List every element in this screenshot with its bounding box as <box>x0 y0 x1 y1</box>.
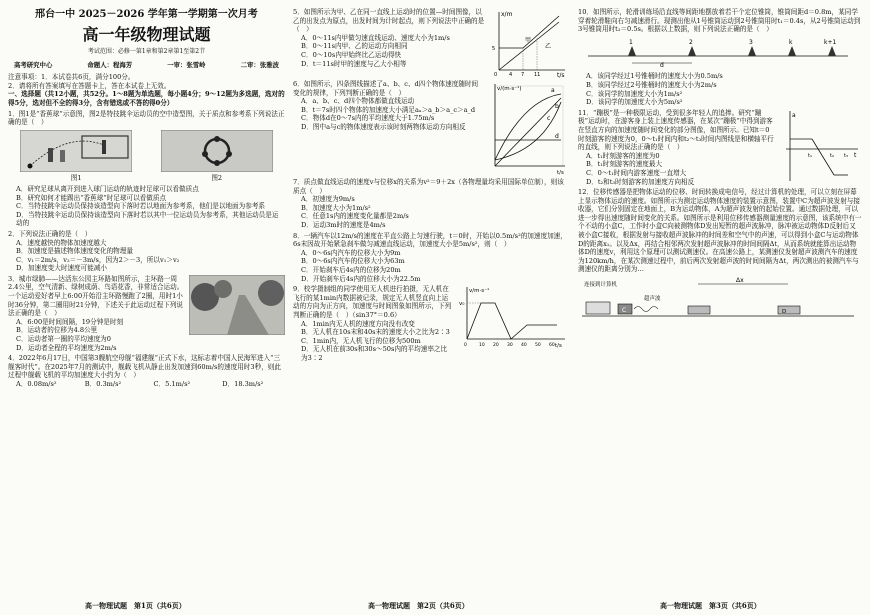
q9-x-label: t/s <box>555 343 562 350</box>
q5-block <box>293 8 569 78</box>
author-2: 一审：张雪岭 <box>167 60 206 69</box>
q6-velocity-time-graph <box>483 80 569 176</box>
q11-option-c: C．0～t₁时间内游客速度一直增大 <box>586 168 687 177</box>
q7-option-b: B．加速度大小为1m/s² <box>301 203 371 212</box>
cone-2-label: 2 <box>689 38 693 46</box>
q11-tick-t2: t₂ <box>830 152 834 159</box>
q12-wave-label: 超声波 <box>644 296 661 303</box>
q6-line-c: c <box>547 115 551 122</box>
q7-option-d: D．运动3m时的速度是4m/s <box>301 220 386 229</box>
q2-stem: 2．下列说法正确的是（ ） <box>8 229 92 238</box>
q5-y-label: x/m <box>501 11 513 18</box>
cone-k-label: k <box>789 38 793 46</box>
q9-tick-30: 30 <box>507 343 513 349</box>
authors-row <box>14 61 279 70</box>
q6-line-b: b <box>555 103 559 110</box>
q3-option-b: B．运动者的位移为4.8公里 <box>16 326 98 335</box>
q8-stem: 8．一辆汽车以12m/s的速度在平直公路上匀速行驶，t＝0时，开始以0.5m/s²的加速度加速，6s末因故开始紧急刹车做匀减速直线运动，加速度大小是5m/s²，则（ ） <box>293 231 567 249</box>
soccer-photo <box>20 130 132 172</box>
q10-option-b: B．该同学经过2号锥桶时的速度大小为2m/s <box>586 80 717 89</box>
q5-stem: 5．如图所示为甲、乙在同一直线上运动时的位置—时间图像，以乙的出发点为原点，出发时间为计时起点，则下列说法中正确的是（ ） <box>293 8 485 34</box>
q5-tick-4: 4 <box>509 72 513 78</box>
q12-computer-label: 连接到计算机 <box>584 282 618 289</box>
q11-stem: 11．“蹦极”是一种极限运动，受到很多年轻人的追捧。研究“蹦极”运动时，在游客身上装上速度传感器，在某次“蹦极”中得到游客在竖直方向的加速度随时间变化的部分图像，如图所示。已知t＝0时刻游客的速度为0，0～t₁时间内和t₂～t₃时间内图线是和横轴平行的直线，则下列说法正确的是（ ） <box>578 108 774 152</box>
cone-k1-label: k+1 <box>824 38 837 46</box>
q5-tick-11: 11 <box>534 72 541 78</box>
author-3: 二审：张雅波 <box>240 60 279 69</box>
q11-option-a: A．t₁时刻游客的速度为0 <box>586 151 660 160</box>
q2-option-b: B．加速度是描述物体速度变化的物理量 <box>16 247 133 256</box>
q10-option-d: D．该同学的加速度大小为5m/s² <box>586 98 683 107</box>
q4-option-c: C．5.1m/s² <box>153 380 191 388</box>
q5-tick-5: 5 <box>492 46 496 52</box>
q10-option-c: C．该同学的加速度大小为1m/s² <box>586 89 683 98</box>
q9-y-label: v/m·s⁻¹ <box>469 288 490 295</box>
q6-x-label: t/s <box>557 170 564 176</box>
park-road-photo <box>189 275 285 335</box>
q9-tick-20: 20 <box>493 343 499 349</box>
q5-line-b: 乙 <box>545 43 552 50</box>
q3-option-c: C．运动者第一圈的平均速度为0 <box>16 335 111 344</box>
page-footer-3: 高一物理试题 第3页（共6页） <box>660 601 761 610</box>
q1-option-a: A．研究足球从离开到进入球门运动的轨迹时足球可以看做质点 <box>16 184 199 193</box>
q11-block <box>578 109 862 186</box>
q11-option-b: B．t₁时刻游客的速度最大 <box>586 160 663 169</box>
q3-stem: 3．城市绿肺——达活东公园主环路如图所示，主环路一周2.4公里，空气清新、绿树成荫、鸟语花香，非常适合运动。一个运动爱好者早上6:00开始沿主环路慢跑了2圈，用时1小时36分钟，第二圈用时21分钟，下述关于此运动过程下列说法正确的是（ ） <box>8 274 184 318</box>
q11-x-label: t <box>854 151 857 159</box>
column-1 <box>8 8 285 389</box>
q8-option-c: C．开始刹车后4s内的位移为20m <box>301 265 401 274</box>
q9-tick-60: 60 <box>549 343 555 349</box>
q9-block <box>293 285 569 362</box>
q7-option-c: C．任意1s内的速度变化量都是2m/s <box>301 212 409 221</box>
q5-position-time-graph <box>489 8 569 78</box>
q10-cone-diagram <box>578 36 858 68</box>
exam-subtitle: 高一年级物理试题 <box>82 25 211 44</box>
q5-tick-7: 7 <box>521 72 525 78</box>
exam-title: 邢台一中 2025－2026 学年第一学期第一次月考 <box>35 9 258 20</box>
q3-block <box>8 275 285 352</box>
q1-option-b: B．研究如何才能踢出“香蕉球”时足球可以看做质点 <box>16 193 167 202</box>
q12-dx-label: Δx <box>736 277 744 285</box>
q9-tick-40: 40 <box>521 343 527 349</box>
q2-option-c: C．v₁＝2m/s，v₂＝－3m/s，因为2＞－3，所以v₁＞v₂ <box>16 255 180 264</box>
q9-v0-label: v₀ <box>459 301 465 308</box>
q12-c-label: C <box>622 307 627 315</box>
q3-option-a: A．6:00是时间间隔，19分钟是时刻 <box>16 317 124 326</box>
q10-option-a: A．该同学经过1号锥桶时的速度大小为0.5m/s <box>586 72 723 81</box>
q1-figures <box>8 130 285 183</box>
q4-option-b: B．0.3m/s² <box>84 380 122 388</box>
skydivers-photo <box>161 130 273 172</box>
q9-velocity-time-graph <box>457 285 569 349</box>
q1-figure-2 <box>149 130 286 183</box>
q1-fig2-label: 图2 <box>211 174 223 183</box>
q6-line-d: d <box>555 133 559 140</box>
cone-1-label: 1 <box>629 38 633 46</box>
q6-option-d: D．图中a与c的物体速度表示该时刻两物体运动方向相反 <box>301 122 466 131</box>
q2-option-d: D．加速度变大时速度可能减小 <box>16 264 108 273</box>
q9-option-c: C．1min内，无人机飞行的位移为500m <box>301 336 421 345</box>
q6-block <box>293 80 569 176</box>
q4-stem: 4．2022年6月17日，中国第3艘航空母舰“福建舰”正式下水，这标志着中国人民海军进入“三舰客时代”。在2025年7月的测试中，舰载飞机从静止出发加速到60m/s的速度用时3秒，则此过程中舰载飞机的平均加速度大小约为（ ） <box>8 354 281 380</box>
q9-tick-10: 10 <box>479 343 485 349</box>
org-label: 高考研究中心 <box>14 60 53 69</box>
note-1: 注意事项：1．本试卷共6页，满分100分。 <box>8 73 135 82</box>
column-2 <box>293 8 569 362</box>
q2-option-a: A．速度越快的物体加速度越大 <box>16 238 107 247</box>
q8-option-d: D．开始刹车后4s内的位移大小为22.5m <box>301 274 421 283</box>
page-footer-1: 高一物理试题 第1页（共6页） <box>85 601 186 610</box>
note-2: 2．请将所有答案填写在答题卡上，答在本试卷上无效。 <box>8 81 171 90</box>
q1-option-d: D．当特技跳伞运动员保持该造型向下落时若以其中一位运动员为参考系，其他运动员是运动的 <box>16 210 279 228</box>
q6-option-b: B．t＝7s时四个物体的加速度大小满足aₐ＞a_b＞a_c＞a_d <box>301 105 476 114</box>
q9-option-d: D．无人机在前30s和30s～50s内的平均速率之比为3∶2 <box>301 345 448 362</box>
q1-fig1-label: 图1 <box>70 174 82 183</box>
q6-y-label: v/(m·s⁻¹) <box>497 86 522 92</box>
q7-stem: 7．质点做直线运动的速度v与位移x的关系为v²＝9＋2x（各物理量均采用国际单位制），则该质点（ ） <box>293 178 564 195</box>
q4-options <box>8 380 285 389</box>
q11-acceleration-time-graph <box>778 109 862 185</box>
q9-option-b: B．无人机在10s末和40s末的速度大小之比为2∶3 <box>301 328 450 337</box>
q6-line-a: a <box>551 87 555 94</box>
q12-d-label: D <box>782 309 787 316</box>
cone-spacing-label: d <box>660 61 664 68</box>
q3-option-d: D．运动者全程的平均速度为2m/s <box>16 343 117 352</box>
q11-y-label: a <box>792 111 796 119</box>
q6-stem: 6．如图所示，四条图线描述了a、b、c、d四个物体速度随时间变化的规律，下列判断正确的是（ ） <box>293 80 479 97</box>
q12-stem: 12．位移传感器是把物体运动的位移、时间转换成电信号，经过计算机的处理，可以立刻在屏幕上显示物体运动的速度。如图所示为测定运动物体速度的装置示意图，装置中C为超声波发射与接收器，它们分别固定在地面上，B为运动物体，A为超声波发射的起始位置。通过数据处理，可以进一步得出速度随时间变化的关系。如图所示是利用位移传感器测量速度的示意图，该系统中有一个不动的小盒C，工作时小盒C向被测物体D发出短暂的超声波脉冲，脉冲被运动物体D反射后又被小盒C接收，根据发射与接收超声波脉冲的时间差和空气中的声速，可以得到小盒C与运动物体D的距离x₁。以及Δx，再结合相邻两次发射超声波脉冲的时间间隔Δt，从而系统就能算出运动物体D的速度v，利用这个原理可以测试测速仪。在高速公路上，某测速仪发射超声波测汽车的速度为120km/h，在某次测速过程中，前后两次发射超声波的时间间隔为Δt，两次测出的被测汽车与测速仪的距离分别为… <box>578 188 862 274</box>
q9-option-a: A．1min内无人机的速度方向没有改变 <box>301 319 415 328</box>
q11-tick-t1: t₁ <box>808 152 812 159</box>
q6-option-a: A．a、b、c、d四个物体都做直线运动 <box>301 97 415 106</box>
q11-tick-t3: t₃ <box>844 152 848 159</box>
q4-option-a: A．0.08m/s² <box>16 380 57 388</box>
q10-stem: 10．如图所示，轮滑训练场沿直线等间距地摆放着若干个定位锥筒，锥筒间距d＝0.8m，某同学穿着轮滑鞋向右匀减速滑行。现测出他从1号锥筒运动到2号锥筒用时t₁＝0.4s，从2号锥筒运动到3号锥筒用时t₂＝0.5s。根据以上数据，则下列说法正确的是（ ） <box>578 8 861 34</box>
q9-stem: 9．校学摄制组的同学使用无人机进行拍摄，无人机在飞行的某1min内数据被记录，规定无人机竖直向上运动的方向为正方向，加速度与时间图象如图所示，下列判断正确的是（ ）（sin37°＝0.6） <box>293 285 452 319</box>
author-1: 命题人：程海芳 <box>87 60 133 69</box>
q5-option-c: C．0～10s内甲始终比乙运动得快 <box>301 50 402 59</box>
cone-3-label: 3 <box>749 38 753 46</box>
q9-tick-50: 50 <box>535 343 541 349</box>
q5-x-label: t/s <box>557 72 565 78</box>
q5-line-a: 甲 <box>525 37 532 44</box>
q6-option-c: C．物体d在0～7s内的平均速度大于1.75m/s <box>301 114 435 123</box>
q8-option-b: B．0～6s内汽车的位移大小为63m <box>301 257 405 266</box>
q1-stem: 1．图1是“香蕉球”示意图，图2是特技跳伞运动员的空中造型图，关于质点和参考系下列说法正确的是（ ） <box>8 109 285 127</box>
section-heading: 一、选择题（共12小题，共52分。1～8题为单选题，每小题4分；9～12题为多选题，选对的得5分，选对但不全的得3分，含有错选或不答的得0分） <box>8 90 285 107</box>
q7-option-a: A．初速度为9m/s <box>301 195 355 204</box>
page-footer-2: 高一物理试题 第2页（共6页） <box>368 601 469 610</box>
q4-option-d: D．18.3m/s² <box>222 380 264 388</box>
q1-option-c: C．当特技跳伞运动员保持该造型向下落时若以地面为参考系，他们是以地面为参考系 <box>16 202 266 211</box>
q1-figure-1 <box>8 130 145 183</box>
q5-option-a: A．0～11s内甲做匀速直线运动、速度大小为1m/s <box>301 33 450 42</box>
q11-option-d: D．t₂和t₃时刻游客的加速度方向相反 <box>586 177 695 186</box>
q8-option-a: A．0～6s内汽车的位移大小为9m <box>301 248 401 257</box>
q12-sensor-diagram <box>578 276 858 322</box>
q5-tick-0: 0 <box>494 72 498 78</box>
exam-scope: 考试范围：必修一第1章和第2章第1至第2节 <box>87 48 206 55</box>
column-3 <box>578 8 862 325</box>
q5-option-d: D．t＝11s时甲的速度与乙大小相等 <box>301 59 407 68</box>
q9-tick-0: 0 <box>464 343 467 349</box>
q5-option-b: B．0～11s内甲、乙的运动方向相同 <box>301 42 408 51</box>
